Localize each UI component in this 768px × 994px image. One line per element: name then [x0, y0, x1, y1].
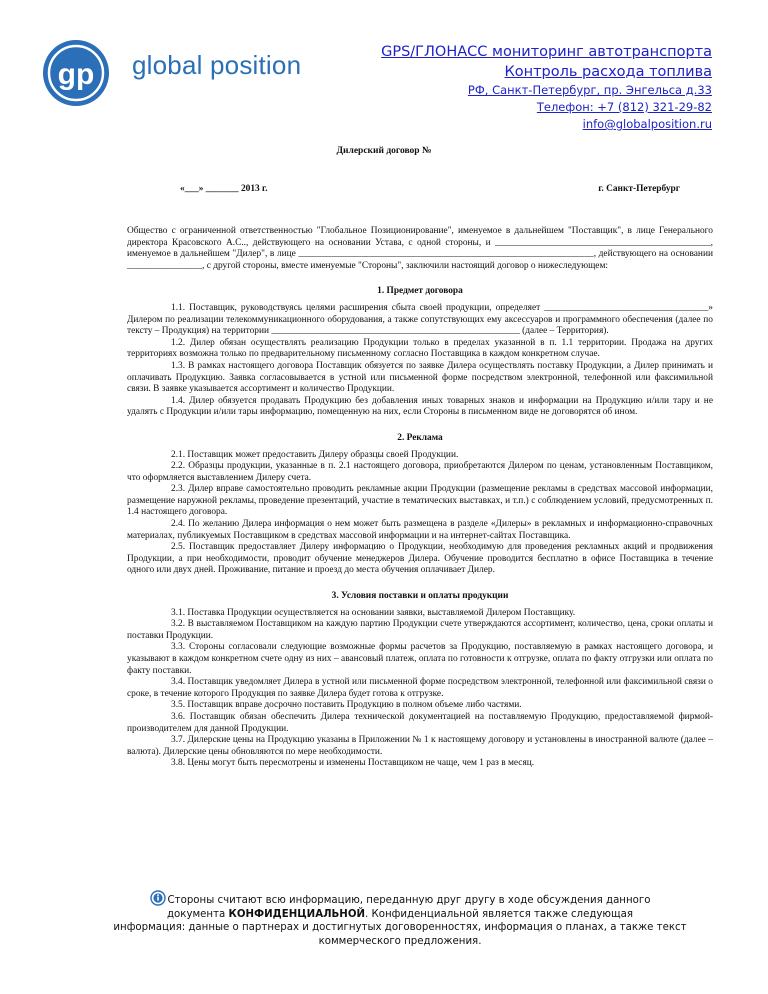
clause-3-6: 3.6. Поставщик обязан обеспечить Дилера технической документацией на поставляемую Продукцию, предоставляемой фирмой-производителем для данной Продукции.: [127, 711, 713, 734]
clause-2-5: 2.5. Поставщик предоставляет Дилеру информацию о Продукции, необходимую для проведения рекламных акций и продвижения Продукции, а при необходимости, проводит обучение менеджеров Дилера. Обучение проводится бесплатно в офисе Поставщика в течение одного или двух дней. Проживание, питание и проезд до места обучения оплачивает Дилер.: [127, 542, 713, 576]
header-line-fuel[interactable]: Контроль расхода топлива: [504, 64, 712, 80]
document-body: [127, 226, 713, 770]
header-phone[interactable]: Телефон: +7 (812) 321-29-82: [536, 100, 712, 114]
clause-1-1: 1.1. Поставщик, руководствуясь целями расширения сбыта своей продукции, определяет ___________________________________» Дилером по реализации телекоммуникационного оборудования, а также сопутствующих ему аксессуаров и программного обеспечения (далее по тексту – Продукция) на территории _____________________________________________________ (далее – Территория).: [127, 302, 713, 337]
document-title: Дилерский договор №: [336, 146, 432, 156]
clause-2-4: 2.4. По желанию Дилера информация о нем может быть размещена в разделе «Дилеры» в рекламных и информационно-справочных материалах, публикуемых Поставщиком в средствах массовой информации и на интернет-сайтах Поставщика.: [127, 519, 713, 541]
clause-3-7: 3.7. Дилерские цены на Продукцию указаны в Приложении № 1 к настоящему договору и установлены в иностранной валюте (далее – валюта). Дилерские цены обновляются по мере необходимости.: [127, 735, 713, 757]
clause-3-2: 3.2. В выставляемом Поставщиком на каждую партию Продукции счете утверждаются ассортимент, количество, цена, сроки оплаты и поставки Продукции.: [127, 619, 713, 641]
date-line: [180, 184, 680, 194]
note-line-1: Стороны считают всю информацию, переданную друг другу в ходе обсуждения данного: [167, 895, 651, 906]
clause-3-4: 3.4. Поставщик уведомляет Дилера в устной или письменной форме посредством электронной, телефонной или факсимильной связи о сроке, в течение которого Продукция по заявке Дилера будет готова к отгрузке.: [127, 677, 713, 699]
contract-city: г. Санкт-Петербург: [598, 184, 680, 194]
clause-3-8: 3.8. Цены могут быть пересмотрены и изменены Поставщиком не чаще, чем 1 раз в месяц.: [171, 758, 535, 769]
header-contacts: [381, 42, 712, 133]
clause-2-3: 2.3. Дилер вправе самостоятельно проводить рекламные акции Продукции (размещение рекламы в средствах массовой информации, размещение наружной рекламы, проведение презентаций, участие в тематических выставках, и т.п.) с соблюдением условий, предусмотренных п. 1.4 настоящего договора.: [127, 484, 713, 518]
note-line-3: информация: данные о партнерах и достигнутых договоренностях, информация о планах, а также текст: [113, 922, 687, 934]
clause-1-3: 1.3. В рамках настоящего договора Поставщик обязуется по заявке Дилера осуществлять поставку Продукции, а Дилер принимать и оплачивать Продукцию. Заявка согласовывается в устной или письменной форме посредством электронной, телефонной или факсимильной связи. В заявке указывается ассортимент и количество Продукции.: [127, 360, 713, 395]
note-confidential-word: КОНФИДЕНЦИАЛЬНОЙ: [228, 908, 366, 920]
clause-2-1: 2.1. Поставщик может предоставить Дилеру образцы своей Продукции.: [171, 449, 459, 460]
clause-3-5: 3.5. Поставщик вправе досрочно поставить Продукцию в полном объеме либо частями.: [171, 700, 522, 711]
section-2-title: 2. Реклама: [397, 432, 443, 443]
clause-2-2: 2.2. Образцы продукции, указанные в п. 2.1 настоящего договора, приобретаются Дилером по ценам, установленным Поставщиком, что оформляется выставлением Дилеру счета.: [127, 461, 713, 483]
preamble: Общество с ограниченной ответственностью "Глобальное Позиционирование", именуемое в дальнейшем "Поставщик", в лице Генерального директора Красовского А.С.., действующего на основании Устава, с одной стороны, и ______________________________________________, именуемое в дальнейшем "Дилер", в лице _______________________________________________________________, действующего на основании ________________, с другой стороны, вместе именуемые "Стороны", заключили настоящий договор о нижеследующем:: [127, 226, 713, 271]
note-line-2-post: . Конфиденциальной является также следующая: [365, 908, 633, 920]
clause-1-4: 1.4. Дилер обязуется продавать Продукцию без добавления иных товарных знаков и информации на Продукцию и/или тару и не удалять с Продукции и/или тары информацию, помещенную на них, если Стороны в письменном виде не договорятся об ином.: [127, 395, 713, 418]
note-line-2-pre: документа: [167, 908, 229, 920]
company-logo: [40, 38, 340, 108]
header-email-link[interactable]: info@globalposition.ru: [582, 117, 712, 131]
clause-1-2: 1.2. Дилер обязан осуществлять реализацию Продукции только в пределах указанной в п. 1.1 территории. Продажа на других территориях возможна только по предварительному письменному согласно Поставщика в каждом конкретном случае.: [127, 337, 713, 360]
section-3-title: 3. Условия поставки и оплаты продукции: [331, 591, 509, 602]
note-line-4: коммерческого предложения.: [318, 935, 482, 947]
section-1-title: 1. Предмет договора: [377, 286, 463, 297]
monogram-text: gp: [57, 58, 95, 91]
logo-text: global position: [132, 50, 302, 80]
header-line-gps[interactable]: GPS/ГЛОНАСС мониторинг автотранспорта: [381, 44, 712, 60]
gp-monogram-icon: [40, 38, 120, 108]
clause-3-1: 3.1. Поставка Продукции осуществляется на основании заявки, выставляемой Дилером Поставщику.: [171, 607, 576, 618]
clause-3-3: 3.3. Стороны согласовали следующие возможные формы расчетов за Продукцию, поставляемую в рамках настоящего договора, и указывают в каждом конкретном счете одну из них – авансовый платеж, оплата по готовности к отгрузке, оплата по факту отгрузки или оплата по факту поставки.: [127, 642, 713, 676]
contract-date: «___» _______ 2013 г.: [180, 184, 268, 194]
info-icon: [150, 890, 166, 906]
confidentiality-note: [100, 890, 700, 948]
header-address[interactable]: РФ, Санкт-Петербург, пр. Энгельса д.33: [467, 83, 712, 97]
